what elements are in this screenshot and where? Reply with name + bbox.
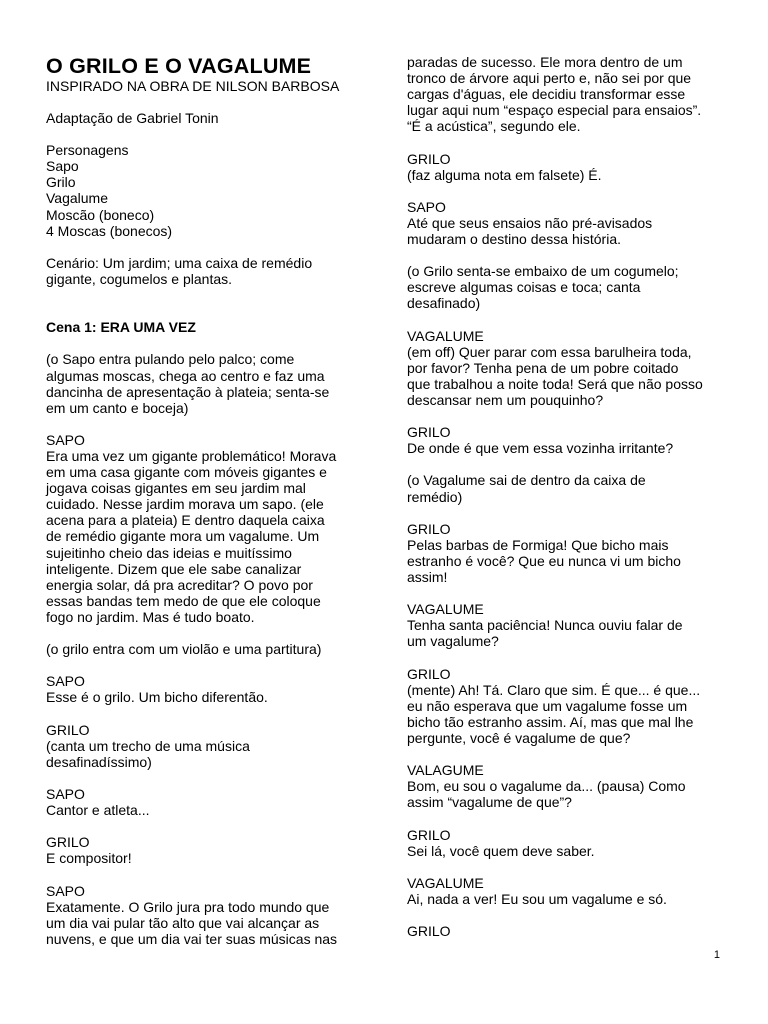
script-line: (o Sapo entra pulando pelo palco; come: [46, 351, 295, 368]
script-line: desafinadíssimo): [46, 753, 152, 770]
script-line: GRILO: [407, 150, 451, 167]
script-block: [407, 601, 727, 649]
script-line: Tenha santa paciência! Nunca ouviu falar de: [407, 617, 683, 634]
script-line: Até que seus ensaios não pré-avisados: [407, 214, 653, 231]
script-line: assim!: [407, 569, 448, 585]
script-line: estranho é você? Que eu nunca vi um bicho: [407, 552, 681, 569]
character-item: 4 Moscas (bonecos): [46, 222, 173, 239]
script-line: Sei lá, você quem deve saber.: [407, 842, 595, 859]
script-line: SAPO: [46, 785, 85, 802]
script-line: SAPO: [46, 882, 85, 899]
script-line: por favor? Tenha pena de um pobre coitado: [407, 359, 679, 376]
script-block: [46, 834, 364, 866]
right-script-blocks: [407, 54, 727, 939]
script-line: Pelas barbas de Formiga! Que bicho mais: [407, 536, 669, 553]
script-line: escreve algumas coisas e toca; canta: [407, 279, 641, 296]
script-line: acena para a plateia) E dentro daquela caixa: [46, 512, 325, 529]
script-line: sujeitinho cheio das ideias e muitíssimo: [46, 544, 292, 561]
scene-heading: Cena 1: ERA UMA VEZ: [46, 319, 196, 336]
script-line: GRILO: [407, 665, 451, 682]
script-block: [46, 351, 364, 415]
script-block: [407, 827, 727, 859]
script-line: nuvens, e que um dia vai ter suas músicas nas: [46, 930, 338, 947]
script-line: jogava coisas gigantes em seu jardim mal: [46, 480, 306, 497]
script-block: [407, 666, 727, 746]
script-block: [407, 923, 727, 939]
script-line: eu não esperava que um vagalume fosse um: [407, 697, 688, 714]
script-line: (canta um trecho de uma música: [46, 737, 250, 754]
characters-heading: Personagens: [46, 142, 129, 159]
script-line: fogo no jardim. Mas é tudo boato.: [46, 608, 255, 625]
script-block: [407, 521, 727, 585]
script-line: VAGALUME: [407, 327, 484, 344]
script-line: em um canto e boceja): [46, 399, 189, 416]
script-block: [407, 762, 727, 810]
script-line: “É a acústica”, segundo ele.: [407, 118, 581, 135]
script-line: em uma casa gigante com móveis gigantes e: [46, 464, 327, 481]
script-line: cuidado. Nesse jardim morava um sapo. (ele: [46, 496, 324, 513]
left-column: [46, 54, 364, 963]
script-line: dancinha de apresentação à plateia; senta-se: [46, 383, 330, 400]
character-item: Grilo: [46, 174, 76, 191]
script-line: SAPO: [407, 198, 446, 215]
script-line: de remédio gigante mora um vagalume. Um: [46, 528, 320, 545]
script-line: pergunte, você é vagalume de que?: [407, 729, 631, 746]
script-line: inteligente. Dizem que ele sabe canalizar: [46, 560, 302, 577]
script-line: VALAGUME: [407, 762, 484, 779]
right-column: [407, 54, 727, 955]
script-line: paradas de sucesso. Ele mora dentro de um: [407, 54, 683, 70]
script-line: GRILO: [407, 923, 451, 940]
script-line: SAPO: [46, 673, 85, 690]
script-line: algumas moscas, chega ao centro e faz uma: [46, 367, 325, 384]
adaptation-credit: Adaptação de Gabriel Tonin: [46, 110, 219, 126]
script-block: [46, 883, 364, 947]
script-block: [46, 641, 364, 657]
script-block: [407, 328, 727, 408]
script-line: GRILO: [46, 721, 90, 738]
character-item: Sapo: [46, 158, 79, 175]
script-line: SAPO: [46, 431, 85, 448]
script-line: (faz alguma nota em falsete) É.: [407, 166, 602, 183]
script-line: um dia vai pular tão alto que vai alcançar as: [46, 914, 320, 931]
script-line: (em off) Quer parar com essa barulheira toda,: [407, 343, 692, 360]
script-line: cargas d'águas, ele decidiu transformar esse: [407, 86, 686, 103]
script-block: [407, 54, 727, 134]
left-script-blocks: [46, 351, 364, 946]
script-line: desafinado): [407, 295, 481, 312]
script-line: GRILO: [407, 520, 451, 537]
script-line: descansar nem um pouquinho?: [407, 391, 604, 408]
script-line: Esse é o grilo. Um bicho diferentão.: [46, 689, 268, 706]
setting-description: Cenário: Um jardim; uma caixa de remédio gigante, cogumelos e plantas.: [46, 254, 313, 287]
script-block: [407, 875, 727, 907]
script-line: (mente) Ah! Tá. Claro que sim. É que... é que...: [407, 681, 701, 698]
script-line: Ai, nada a ver! Eu sou um vagalume e só.: [407, 890, 667, 907]
script-line: VAGALUME: [407, 874, 484, 891]
script-line: tronco de árvore aqui perto e, não sei por que: [407, 70, 692, 87]
script-block: [407, 424, 727, 456]
document-title: O GRILO E O VAGALUME: [46, 54, 312, 78]
script-block: [407, 199, 727, 247]
script-block: [407, 151, 727, 183]
script-line: GRILO: [407, 424, 451, 441]
script-line: VAGALUME: [407, 601, 484, 618]
script-line: Bom, eu sou o vagalume da... (pausa) Como: [407, 778, 686, 795]
script-line: (o Grilo senta-se embaixo de um cogumelo;: [407, 263, 679, 280]
script-block: [46, 432, 364, 625]
script-block: [46, 786, 364, 818]
script-line: (o grilo entra com um violão e uma partitura): [46, 641, 322, 658]
script-line: um vagalume?: [407, 633, 499, 650]
character-item: Vagalume: [46, 190, 109, 207]
script-block: [46, 722, 364, 770]
script-line: Exatamente. O Grilo jura pra todo mundo que: [46, 898, 330, 915]
script-line: lugar aqui num “espaço especial para ensaios”.: [407, 102, 702, 119]
script-line: assim “vagalume de que”?: [407, 794, 572, 811]
characters-list: [46, 142, 364, 239]
document-subtitle: INSPIRADO NA OBRA DE NILSON BARBOSA: [46, 78, 340, 94]
script-block: [407, 263, 727, 311]
script-block: [407, 472, 727, 504]
script-line: (o Vagalume sai de dentro da caixa de: [407, 472, 646, 489]
script-line: energia solar, dá pra acreditar? O povo por: [46, 576, 313, 593]
character-item: Moscão (boneco): [46, 206, 155, 223]
script-line: bicho tão estranho assim. Aí, mas que mal lhe: [407, 713, 694, 730]
script-line: De onde é que vem essa vozinha irritante?: [407, 440, 674, 457]
script-line: GRILO: [407, 826, 451, 843]
script-line: mudaram o destino dessa história.: [407, 231, 621, 248]
script-line: GRILO: [46, 834, 90, 851]
spacer: [46, 303, 364, 319]
script-line: que trabalhou a noite toda! Será que não posso: [407, 375, 703, 392]
script-line: Cantor e atleta...: [46, 802, 150, 819]
script-line: Era uma vez um gigante problemático! Morava: [46, 447, 337, 464]
page-number: 1: [713, 949, 720, 961]
script-line: remédio): [407, 488, 463, 505]
script-block: [46, 673, 364, 705]
script-line: essas bandas tem medo de que ele coloque: [46, 592, 321, 609]
script-line: E compositor!: [46, 850, 132, 867]
